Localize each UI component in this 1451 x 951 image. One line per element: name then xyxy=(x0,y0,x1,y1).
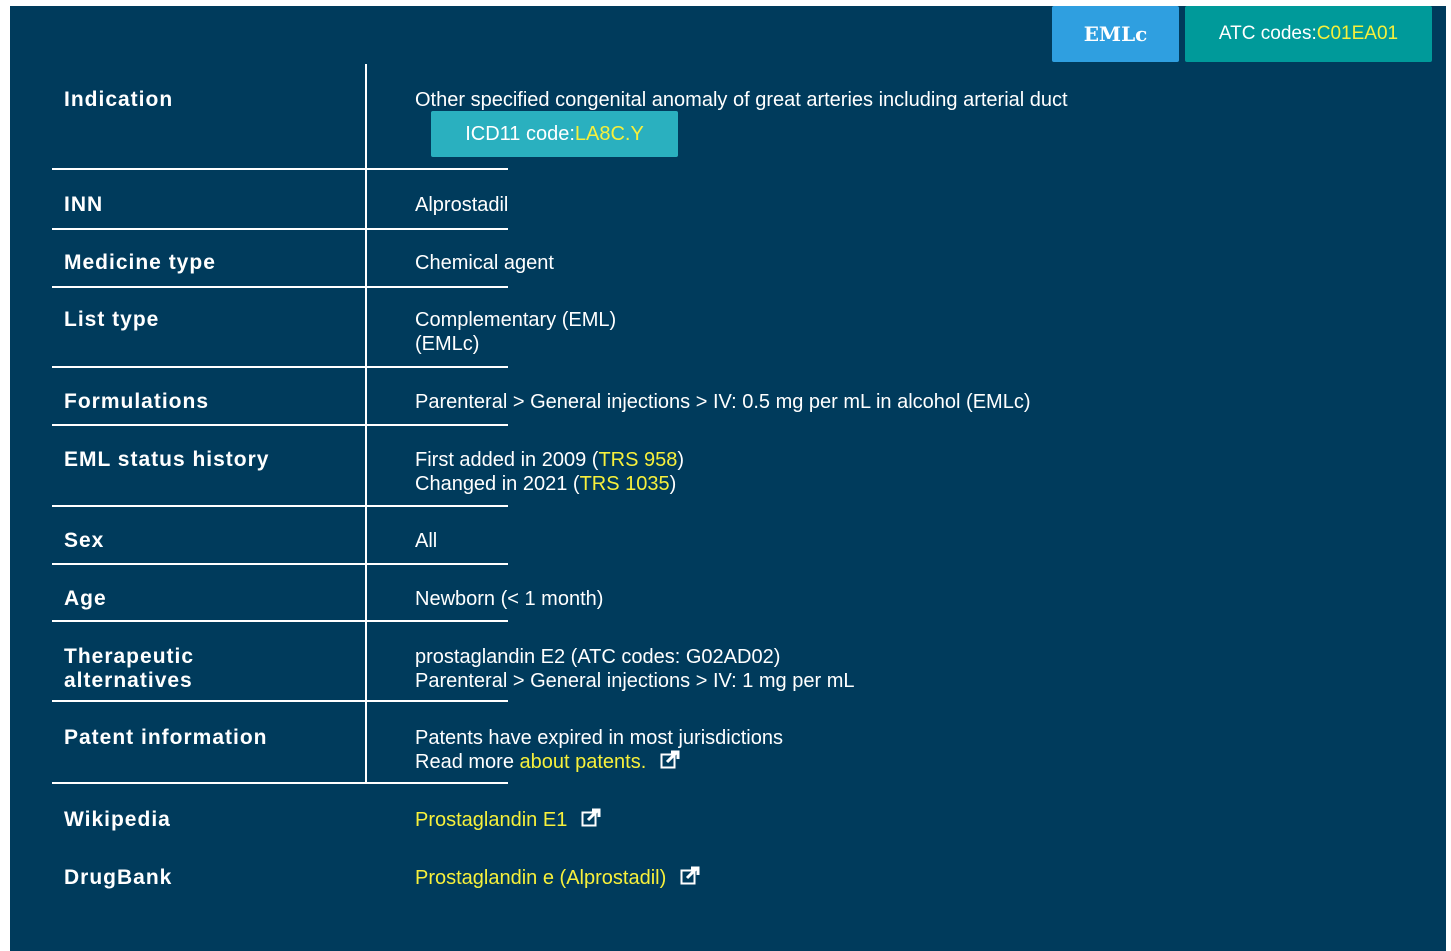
medicine-type-label: Medicine type xyxy=(64,251,216,274)
list-type-label: List type xyxy=(64,308,160,331)
alternatives-line2: Parenteral > General injections > IV: 1 mg per mL xyxy=(415,670,855,692)
row-divider xyxy=(52,366,508,368)
status-history-line2-prefix: Changed in 2021 ( xyxy=(415,473,580,495)
row-divider xyxy=(52,505,508,507)
row-divider xyxy=(52,286,508,288)
medicine-detail-panel xyxy=(10,6,1446,951)
trs-1035-link[interactable]: TRS 1035 xyxy=(579,473,670,495)
row-divider xyxy=(52,168,508,170)
row-divider xyxy=(52,424,508,426)
age-label: Age xyxy=(64,587,107,610)
formulations-value: Parenteral > General injections > IV: 0.5 mg per mL in alcohol (EMLc) xyxy=(415,391,1031,413)
wikipedia-link[interactable]: Prostaglandin E1 xyxy=(415,809,568,831)
alternatives-label-line1: Therapeutic xyxy=(64,645,195,668)
patent-label: Patent information xyxy=(64,726,268,749)
drugbank-value xyxy=(415,866,700,892)
icd11-code-label: ICD11 code: xyxy=(465,122,575,145)
alternatives-line1: prostaglandin E2 (ATC codes: G02AD02) xyxy=(415,646,781,668)
wikipedia-label: Wikipedia xyxy=(64,808,171,831)
emlc-badge xyxy=(1052,6,1179,62)
atc-code-value[interactable]: C01EA01 xyxy=(1316,23,1399,44)
status-history-label: EML status history xyxy=(64,448,270,471)
row-divider xyxy=(52,782,508,784)
patent-line2-prefix: Read more xyxy=(415,751,520,773)
status-history-line1-prefix: First added in 2009 ( xyxy=(415,449,599,471)
status-history-line1 xyxy=(415,448,684,472)
list-type-line1: Complementary (EML) xyxy=(415,309,617,331)
icd11-code-value[interactable]: LA8C.Y xyxy=(574,122,644,145)
status-history-line1-suffix: ) xyxy=(677,449,685,471)
formulations-label: Formulations xyxy=(64,390,210,413)
icd11-code-badge xyxy=(431,111,678,157)
medicine-type-value: Chemical agent xyxy=(415,252,554,274)
status-history-line2 xyxy=(415,472,676,496)
wikipedia-value xyxy=(415,808,601,834)
indication-label: Indication xyxy=(64,88,174,111)
sex-label: Sex xyxy=(64,529,105,552)
drugbank-label: DrugBank xyxy=(64,866,173,889)
external-link-icon[interactable] xyxy=(680,866,700,892)
age-value: Newborn (< 1 month) xyxy=(415,588,604,610)
about-patents-link[interactable]: about patents. xyxy=(519,751,647,773)
atc-codes-badge xyxy=(1185,6,1432,62)
sex-value: All xyxy=(415,530,438,552)
row-divider xyxy=(52,700,508,702)
inn-value: Alprostadil xyxy=(415,194,509,216)
external-link-icon[interactable] xyxy=(660,750,680,776)
indication-value: Other specified congenital anomaly of great arteries including arterial duct xyxy=(415,89,1068,111)
row-divider xyxy=(52,228,508,230)
external-link-icon[interactable] xyxy=(581,808,601,834)
patent-line2 xyxy=(415,750,680,776)
alternatives-label-line2: alternatives xyxy=(64,669,193,692)
atc-codes-label: ATC codes: xyxy=(1218,23,1317,44)
list-type-line2: (EMLc) xyxy=(415,333,480,355)
inn-label: INN xyxy=(64,193,104,216)
emlc-badge-label: EMLc xyxy=(1083,22,1148,46)
trs-958-link[interactable]: TRS 958 xyxy=(598,449,678,471)
patent-line1: Patents have expired in most jurisdictions xyxy=(415,727,783,749)
status-history-line2-suffix: ) xyxy=(669,473,677,495)
drugbank-link[interactable]: Prostaglandin e (Alprostadil) xyxy=(415,867,667,889)
row-divider xyxy=(52,620,508,622)
row-divider xyxy=(52,563,508,565)
